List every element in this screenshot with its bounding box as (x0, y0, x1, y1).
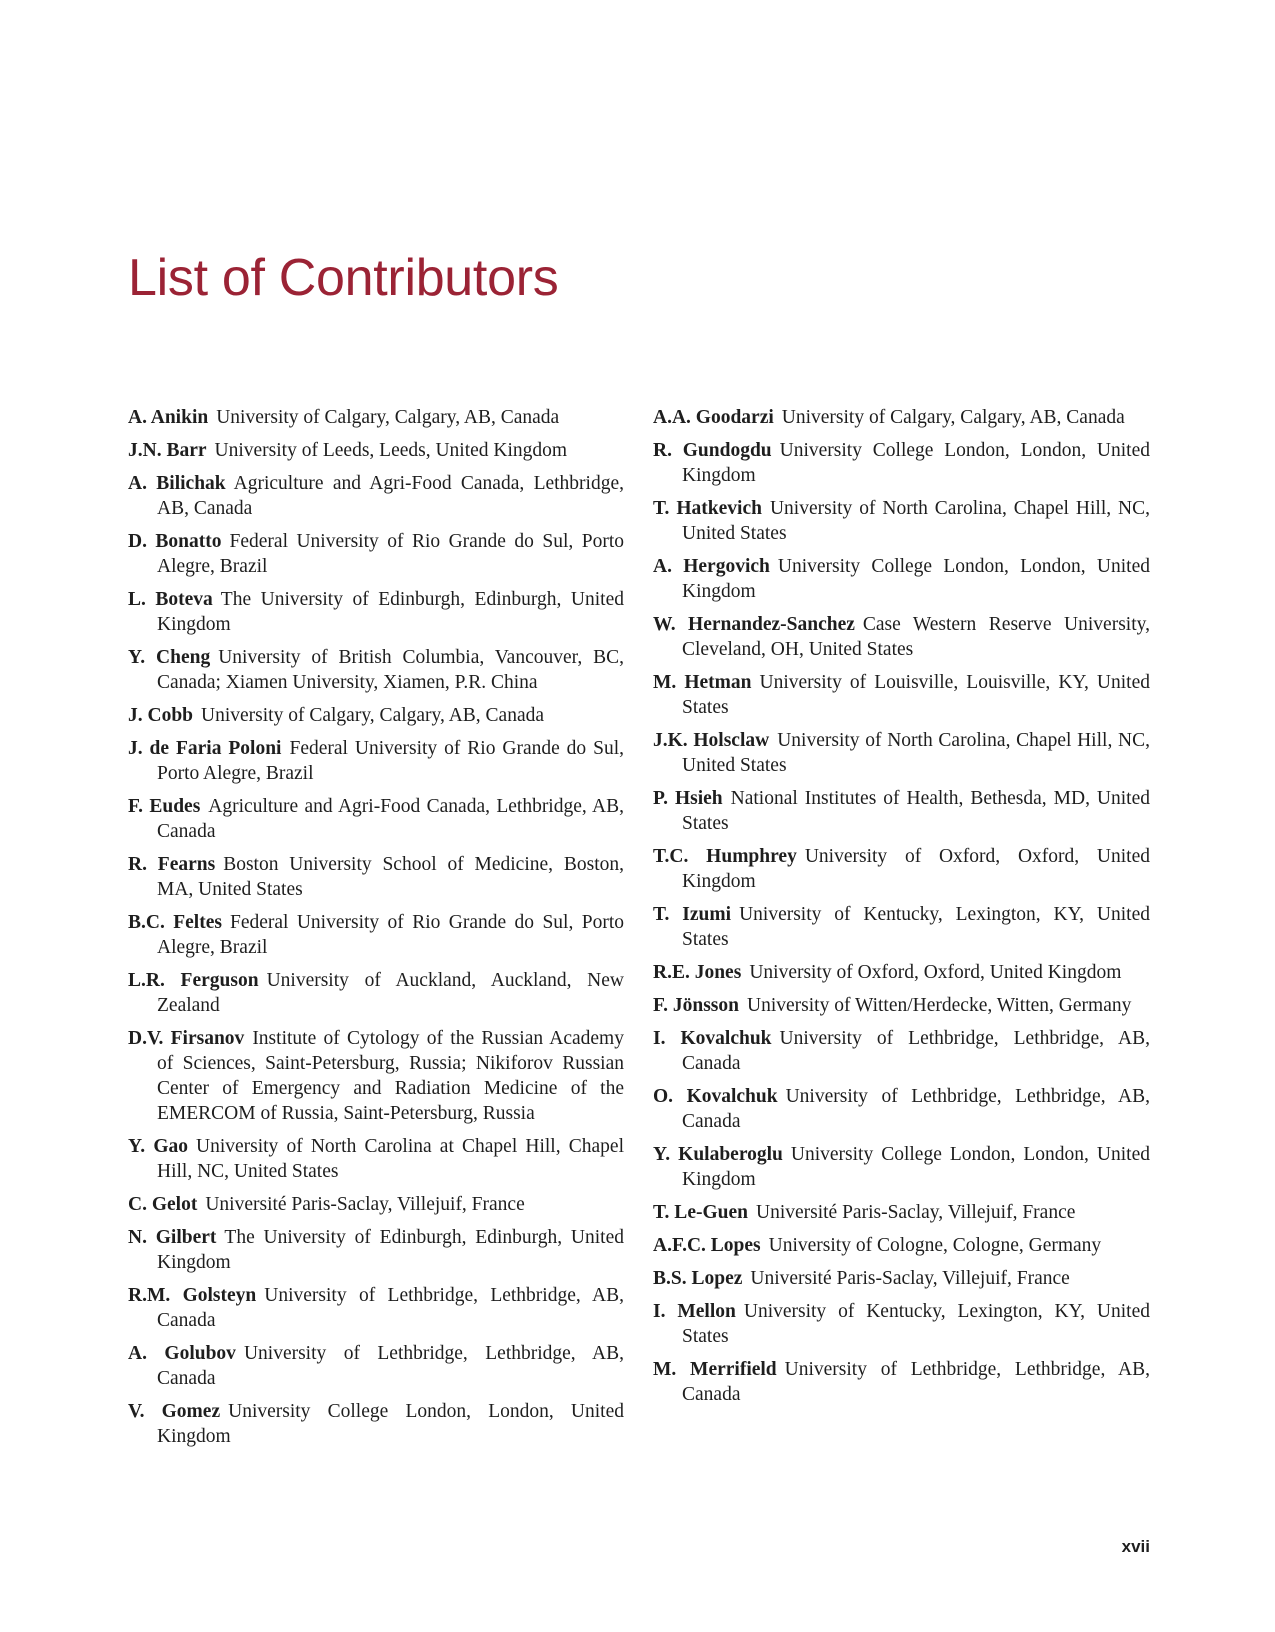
contributor-entry (128, 438, 624, 463)
contributor-entry (653, 1266, 1150, 1291)
contributor-entry (128, 645, 624, 695)
contributor-affiliation: University of Cologne, Cologne, Germany (768, 1235, 1102, 1256)
contributor-entry (128, 405, 624, 430)
contributor-entry (653, 1084, 1150, 1134)
contributor-affiliation: University of Lethbridge, Lethbridge, AB, Canada (682, 1086, 1150, 1132)
contributor-name: C. Gelot (128, 1194, 198, 1215)
contributor-entry (653, 786, 1150, 836)
contributor-name: T.C. Humphrey (653, 846, 797, 867)
contributor-name: J.N. Barr (128, 440, 207, 461)
contributor-affiliation: University of North Carolina, Chapel Hill, NC, United States (682, 498, 1150, 544)
contributor-name: Y. Gao (128, 1136, 188, 1157)
contributor-name: R.E. Jones (653, 962, 742, 983)
contributor-affiliation: University of Lethbridge, Lethbridge, AB, Canada (157, 1285, 624, 1331)
contributor-name: M. Merrifield (653, 1359, 777, 1380)
contributor-entry (128, 1134, 624, 1184)
contributor-name: W. Hernandez-Sanchez (653, 614, 855, 635)
contributor-affiliation: University of North Carolina, Chapel Hill, NC, United States (682, 730, 1150, 776)
contributor-affiliation: University of Calgary, Calgary, AB, Canada (201, 705, 545, 726)
contributor-entry (128, 910, 624, 960)
contributor-name: P. Hsieh (653, 788, 723, 809)
contributor-name: L. Boteva (128, 589, 213, 610)
contributor-affiliation: University of Lethbridge, Lethbridge, AB, Canada (682, 1028, 1150, 1074)
contributor-name: M. Hetman (653, 672, 752, 693)
contributor-name: B.C. Feltes (128, 912, 222, 933)
contributor-entry (653, 554, 1150, 604)
right-column (653, 405, 1150, 1415)
contributor-name: F. Jönsson (653, 995, 739, 1016)
contributor-entry (653, 728, 1150, 778)
contributor-affiliation: National Institutes of Health, Bethesda, MD, United States (682, 788, 1150, 834)
contributor-affiliation: University of Auckland, Auckland, New Zealand (157, 970, 625, 1016)
contributor-name: I. Kovalchuk (653, 1028, 772, 1049)
contributor-affiliation: University of Leeds, Leeds, United Kingdom (214, 440, 568, 461)
page-title: List of Contributors (128, 249, 559, 307)
contributor-entry (653, 993, 1150, 1018)
contributor-name: R. Gundogdu (653, 440, 772, 461)
contributor-name: J. de Faria Poloni (128, 738, 282, 759)
contributor-name: A. Anikin (128, 407, 209, 428)
contributor-entry (128, 1192, 624, 1217)
contributor-affiliation: University College London, London, United Kingdom (682, 556, 1150, 602)
contributor-affiliation: Université Paris-Saclay, Villejuif, France (750, 1268, 1070, 1289)
contributor-name: J.K. Holsclaw (653, 730, 770, 751)
contributor-entry (653, 612, 1150, 662)
contributor-name: R.M. Golsteyn (128, 1285, 257, 1306)
contributor-affiliation: University College London, London, United Kingdom (682, 1144, 1150, 1190)
contributor-affiliation: University of Witten/Herdecke, Witten, Germany (747, 995, 1132, 1016)
contributor-entry (128, 471, 624, 521)
contributor-entry (653, 1142, 1150, 1192)
contributor-affiliation: University of North Carolina at Chapel Hill, Chapel Hill, NC, United States (157, 1136, 624, 1182)
contributor-entry (653, 1233, 1150, 1258)
contributor-entry (128, 587, 624, 637)
contributor-affiliation: Institute of Cytology of the Russian Academy of Sciences, Saint-Petersburg, Russia; Nikiforov Russian Center of Emergency and Radiation Medicine of the EMERCOM of Russia, Saint-Petersburg, Russia (157, 1028, 624, 1124)
contributor-entry (128, 1399, 624, 1449)
contributor-name: F. Eudes (128, 796, 201, 817)
contributor-affiliation: Agriculture and Agri-Food Canada, Lethbridge, AB, Canada (157, 473, 624, 519)
contributor-affiliation: University of Calgary, Calgary, AB, Canada (781, 407, 1125, 428)
contributor-entry (653, 844, 1150, 894)
contributor-affiliation: Federal University of Rio Grande do Sul, Porto Alegre, Brazil (157, 912, 624, 958)
contributor-entry (128, 794, 624, 844)
contributor-entry (653, 1299, 1150, 1349)
contributor-affiliation: Université Paris-Saclay, Villejuif, France (755, 1202, 1076, 1223)
contributor-affiliation: Agriculture and Agri-Food Canada, Lethbridge, AB, Canada (157, 796, 624, 842)
contributor-name: N. Gilbert (128, 1227, 217, 1248)
contributor-affiliation: Université Paris-Saclay, Villejuif, France (205, 1194, 525, 1215)
contributor-name: V. Gomez (128, 1401, 221, 1422)
contributor-affiliation: University of Louisville, Louisville, KY, United States (682, 672, 1151, 718)
contributor-entry (653, 1026, 1150, 1076)
contributor-affiliation: University College London, London, United Kingdom (682, 440, 1150, 486)
contributor-name: D.V. Firsanov (128, 1028, 245, 1049)
contributor-name: L.R. Ferguson (128, 970, 259, 991)
contributor-affiliation: University of Lethbridge, Lethbridge, AB, Canada (157, 1343, 625, 1389)
contributor-name: A.A. Goodarzi (653, 407, 774, 428)
contributor-name: Y. Cheng (128, 647, 211, 668)
contributor-name: Y. Kulaberoglu (653, 1144, 783, 1165)
contributor-entry (653, 496, 1150, 546)
contributor-entry (128, 529, 624, 579)
contributor-name: A. Golubov (128, 1343, 236, 1364)
contributor-entry (653, 902, 1150, 952)
contributor-name: A.F.C. Lopes (653, 1235, 761, 1256)
contributor-entry (653, 1200, 1150, 1225)
contributor-entry (128, 1283, 624, 1333)
contributor-entry (128, 1341, 624, 1391)
contributor-affiliation: Case Western Reserve University, Cleveland, OH, United States (682, 614, 1150, 660)
contributor-name: T. Izumi (653, 904, 732, 925)
contributor-entry (653, 670, 1150, 720)
page-number: xvii (1121, 1537, 1150, 1556)
contributor-affiliation: University of Oxford, Oxford, United Kingdom (682, 846, 1151, 892)
contributor-entry (653, 438, 1150, 488)
contributor-name: J. Cobb (128, 705, 194, 726)
contributor-affiliation: The University of Edinburgh, Edinburgh, United Kingdom (157, 1227, 624, 1273)
contributor-name: T. Le-Guen (653, 1202, 748, 1223)
contributor-entry (128, 1026, 624, 1126)
contributor-affiliation: University of Kentucky, Lexington, KY, United States (682, 904, 1150, 950)
left-column (128, 405, 624, 1457)
contributor-name: D. Bonatto (128, 531, 222, 552)
contributor-entry (128, 968, 624, 1018)
contributor-entry (653, 960, 1150, 985)
contributor-affiliation: University of Lethbridge, Lethbridge, AB, Canada (682, 1359, 1150, 1405)
contributor-name: T. Hatkevich (653, 498, 762, 519)
contributor-affiliation: University of British Columbia, Vancouver, BC, Canada; Xiamen University, Xiamen, P.R. China (157, 647, 624, 693)
contributor-entry (128, 1225, 624, 1275)
contributor-entry (128, 703, 624, 728)
contributor-entry (653, 1357, 1150, 1407)
contributor-affiliation: University College London, London, United Kingdom (157, 1401, 624, 1447)
contributor-affiliation: The University of Edinburgh, Edinburgh, United Kingdom (157, 589, 624, 635)
contributor-name: O. Kovalchuk (653, 1086, 778, 1107)
contributor-affiliation: University of Oxford, Oxford, United Kingdom (749, 962, 1122, 983)
contributor-affiliation: University of Calgary, Calgary, AB, Canada (216, 407, 560, 428)
contributor-entry (653, 405, 1150, 430)
contributor-name: A. Hergovich (653, 556, 770, 577)
contributor-affiliation: Boston University School of Medicine, Boston, MA, United States (157, 854, 624, 900)
contributor-name: B.S. Lopez (653, 1268, 743, 1289)
contributor-name: R. Fearns (128, 854, 216, 875)
contributor-affiliation: University of Kentucky, Lexington, KY, United States (682, 1301, 1150, 1347)
contributor-affiliation: Federal University of Rio Grande do Sul, Porto Alegre, Brazil (157, 738, 624, 784)
contributor-affiliation: Federal University of Rio Grande do Sul, Porto Alegre, Brazil (157, 531, 624, 577)
contributor-entry (128, 736, 624, 786)
contributor-name: A. Bilichak (128, 473, 226, 494)
contributor-entry (128, 852, 624, 902)
contributor-name: I. Mellon (653, 1301, 736, 1322)
